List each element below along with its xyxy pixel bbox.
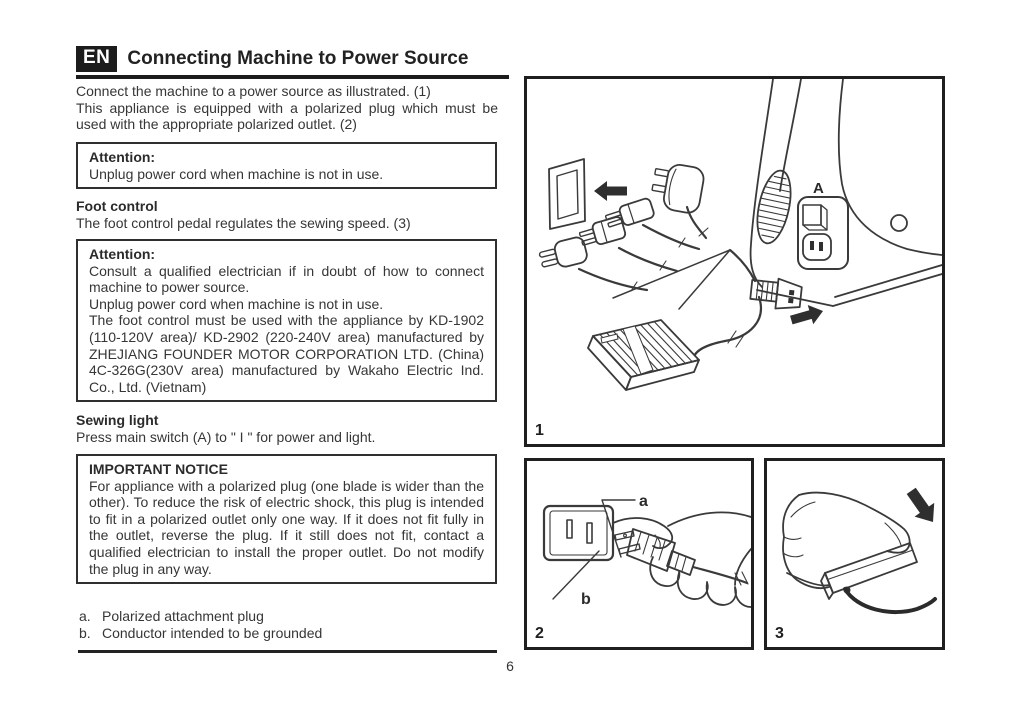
footer-rule bbox=[78, 650, 497, 653]
pedal-cord bbox=[693, 297, 761, 361]
page-number: 6 bbox=[506, 658, 514, 674]
power-switch bbox=[803, 205, 827, 230]
notice-body: For appliance with a polarized plug (one blade is wider than the other). To reduce the risk of electric shock, this plug is intended to fit in a polarized outlet only one way. If it does not fit fully in the outlet, reverse the plug. If it still does not fit, contact a qualified electrician to install the proper outlet. Do not modify the plug in any way. bbox=[89, 477, 484, 577]
callout-b-label: b bbox=[581, 591, 591, 608]
attention-box-2 bbox=[76, 239, 497, 402]
foot-control-section bbox=[76, 198, 498, 231]
figure-number: 1 bbox=[535, 422, 544, 439]
hand bbox=[613, 512, 751, 607]
power-inlet bbox=[803, 234, 831, 260]
legend-label: Conductor intended to be grounded bbox=[102, 624, 323, 641]
figure-number: 3 bbox=[775, 625, 784, 642]
foot-pedal bbox=[588, 320, 699, 390]
notice-heading: IMPORTANT NOTICE bbox=[89, 461, 228, 477]
page-title: Connecting Machine to Power Source bbox=[127, 48, 469, 69]
figure-1-illustration bbox=[527, 79, 942, 444]
eu-plug bbox=[538, 236, 647, 291]
handwheel bbox=[891, 215, 907, 231]
attention-body: The foot control must be used with the appliance by KD-1902 (110-120V area)/ KD-2902 (220-240V area) manufactured by ZHEJIANG FOUNDER MOTOR CORPORATION LTD. (China) 4C-326G(230V area) manufactured by Wakaho Electric Ind. Co., Ltd. (Vietnam) bbox=[89, 312, 484, 395]
sewing-machine-rear bbox=[751, 79, 942, 306]
sewing-light-section bbox=[76, 412, 498, 445]
legend-key: a. bbox=[79, 608, 91, 624]
intro-section bbox=[76, 83, 498, 133]
legend-label: Polarized attachment plug bbox=[102, 608, 264, 624]
legend-item-b bbox=[79, 625, 501, 642]
attention-body: Consult a qualified electrician if in doubt of how to connect machine to power source. bbox=[89, 262, 484, 296]
figure-3-illustration bbox=[767, 461, 942, 647]
figure-1 bbox=[524, 76, 945, 447]
section-heading: Sewing light bbox=[76, 412, 159, 428]
foot bbox=[783, 493, 910, 589]
section-body: Press main switch (A) to " I " for power and light. bbox=[76, 428, 376, 445]
figure-2-illustration bbox=[527, 461, 751, 647]
polarized-plug bbox=[578, 216, 677, 271]
wall-outlet bbox=[549, 159, 585, 229]
two-pin-plug bbox=[604, 197, 699, 249]
intro-paragraph: This appliance is equipped with a polarized plug which must be used with the appropriate polarized outlet. (2) bbox=[76, 99, 498, 133]
intro-paragraph: Connect the machine to a power source as illustrated. (1) bbox=[76, 83, 431, 99]
attention-heading: Attention: bbox=[89, 246, 156, 262]
polarized-plug bbox=[615, 529, 748, 585]
figure-number: 2 bbox=[535, 625, 544, 642]
language-badge: EN bbox=[76, 46, 117, 72]
down-arrow-icon bbox=[901, 484, 942, 529]
figure-3 bbox=[764, 458, 945, 650]
attention-body: Unplug power cord when machine is not in use. bbox=[89, 165, 384, 182]
right-arrow-icon bbox=[789, 301, 826, 329]
section-heading: Foot control bbox=[76, 198, 158, 214]
uk-plug-adapter bbox=[649, 161, 708, 238]
switch-label: A bbox=[813, 180, 824, 197]
cord-junction bbox=[613, 250, 755, 309]
pedal-cord bbox=[844, 587, 936, 613]
left-arrow-icon bbox=[594, 181, 627, 201]
legend bbox=[79, 608, 501, 641]
attention-heading: Attention: bbox=[89, 149, 156, 165]
callout-a-label: a bbox=[639, 493, 648, 510]
figure-2 bbox=[524, 458, 754, 650]
attention-body: Unplug power cord when machine is not in use. bbox=[89, 295, 384, 312]
legend-item-a bbox=[79, 608, 501, 625]
important-notice-box bbox=[76, 454, 497, 584]
legend-key: b. bbox=[79, 624, 91, 641]
title-underline bbox=[76, 75, 509, 79]
wall-outlet bbox=[544, 506, 613, 560]
attention-box-1 bbox=[76, 142, 497, 189]
section-body: The foot control pedal regulates the sewing speed. (3) bbox=[76, 214, 411, 231]
page-header bbox=[76, 46, 509, 79]
